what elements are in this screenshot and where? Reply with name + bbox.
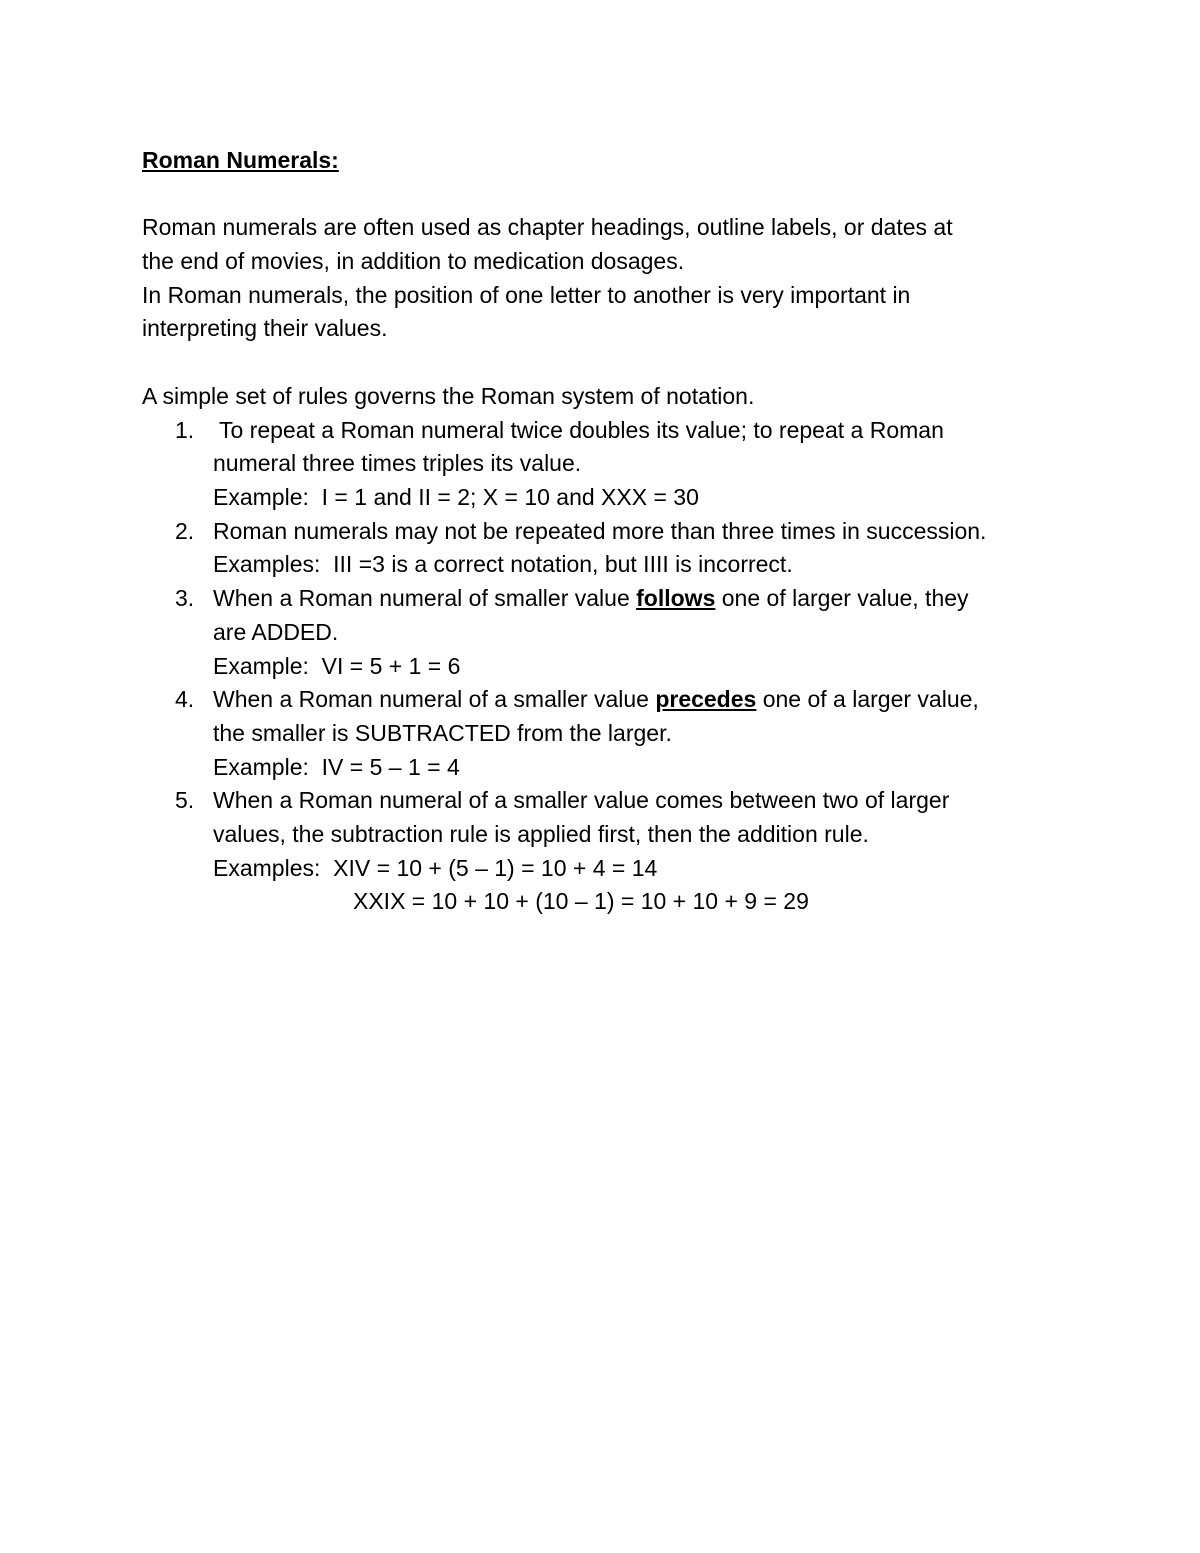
rule-example: Example: VI = 5 + 1 = 6 [213,652,461,679]
rules-intro: A simple set of rules governs the Roman system of notation. [142,382,755,409]
document-title: Roman Numerals: [142,147,339,173]
rule-item [142,515,1102,582]
rule-example: XXIX = 10 + 10 + (10 – 1) = 10 + 10 + 9 = 29 [353,888,809,915]
intro-line: the end of movies, in addition to medication dosages. [142,248,685,275]
spacer [142,346,1102,380]
rule-item [142,784,1102,919]
rule-number: 2. [175,517,195,544]
rule-example: Examples: III =3 is a correct notation, but IIII is incorrect. [213,551,793,578]
rule-number: 5. [175,787,195,814]
emphasized-word: follows [636,585,716,612]
rule-text [213,582,1102,616]
rule-text-part: When a Roman numeral of a smaller value [213,686,656,713]
document-body [142,144,1102,919]
intro-line: In Roman numerals, the position of one letter to another is very important in [142,281,911,308]
rule-text-part: one of larger value, they [715,585,969,612]
rule-text: are ADDED. [213,618,339,645]
rule-number: 4. [175,686,195,713]
rule-item [142,582,1102,683]
spacer [142,178,1102,212]
rule-text: the smaller is SUBTRACTED from the larger. [213,719,672,746]
emphasized-word: precedes [655,686,757,713]
rule-number: 3. [175,585,195,612]
rule-example: Example: IV = 5 – 1 = 4 [213,753,460,780]
rule-item [142,683,1102,784]
intro-line: Roman numerals are often used as chapter headings, outline labels, or dates at [142,214,953,241]
rule-text: Roman numerals may not be repeated more than three times in succession. [213,517,987,544]
rule-text: values, the subtraction rule is applied first, then the addition rule. [213,821,869,848]
intro-paragraph [142,211,1102,346]
rule-example: Examples: XIV = 10 + (5 – 1) = 10 + 4 = 14 [213,854,658,881]
rule-text-part: When a Roman numeral of smaller value [213,585,637,612]
rule-example: Example: I = 1 and II = 2; X = 10 and XXX = 30 [213,483,699,510]
rule-item [142,414,1102,515]
rule-text [213,683,1102,717]
intro-line: interpreting their values. [142,315,388,342]
rule-text: To repeat a Roman numeral twice doubles its value; to repeat a Roman [213,416,944,443]
rule-text: When a Roman numeral of a smaller value comes between two of larger [213,787,950,814]
rule-text: numeral three times triples its value. [213,450,582,477]
rule-text-part: one of a larger value, [756,686,979,713]
rules-list [142,414,1102,920]
rule-number: 1. [175,416,195,443]
